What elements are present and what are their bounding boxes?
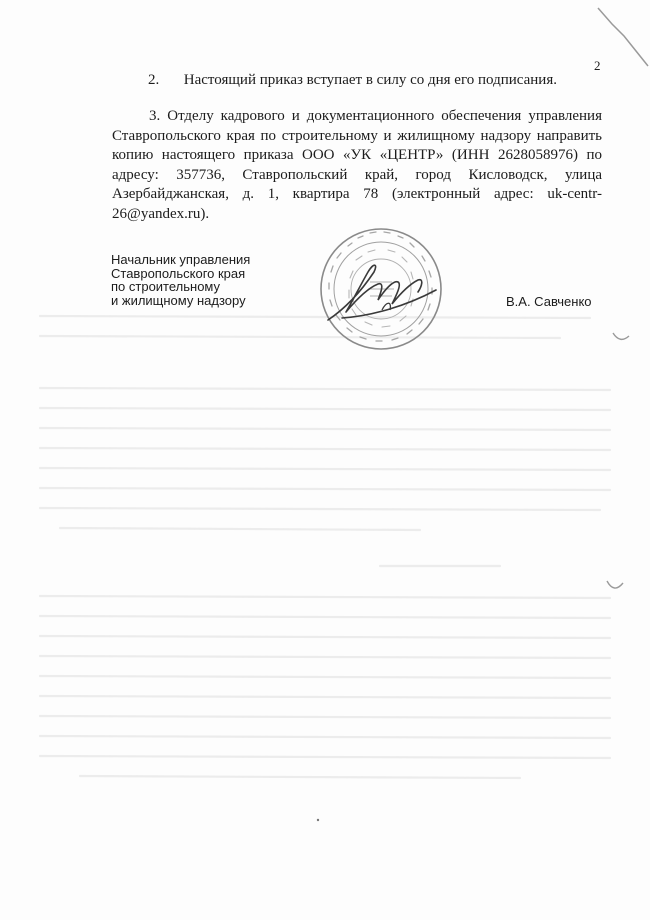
signatory-title-line: и жилищному надзору (111, 292, 246, 308)
item-number: 3. (149, 108, 161, 124)
page-number: 2 (594, 58, 601, 73)
signatory-title (111, 253, 250, 307)
handwritten-signature (322, 250, 442, 330)
scan-hole-mark (610, 330, 632, 344)
order-item (148, 72, 557, 89)
signatory-title-line: Начальник управления (111, 252, 251, 267)
scan-edge-mark (596, 0, 650, 70)
scan-speck (316, 818, 320, 822)
signatory-name: В.А. Савченко (506, 294, 592, 309)
item-number: 2. (148, 72, 160, 88)
signatory-title-line: Ставропольского края (111, 265, 246, 281)
order-item (112, 107, 602, 224)
item-text: Настоящий приказ вступает в силу со дня его подписания. (183, 72, 557, 88)
scan-hole-mark (604, 578, 626, 594)
signatory-title-line: по строительному (111, 279, 221, 294)
item-text: Отделу кадрового и документационного обеспечения управления Ставропольского края по строительному и жилищному надзору направить копию настоящего приказа ООО «УК «ЦЕНТР» (ИНН 2628058976) по адресу: 357736, Ставропольский край, город Кисловодск, улица Азербайджанская, д. 1, квартира 78 (электронный адрес: uk-centr-26@yandex.ru). (112, 108, 602, 222)
